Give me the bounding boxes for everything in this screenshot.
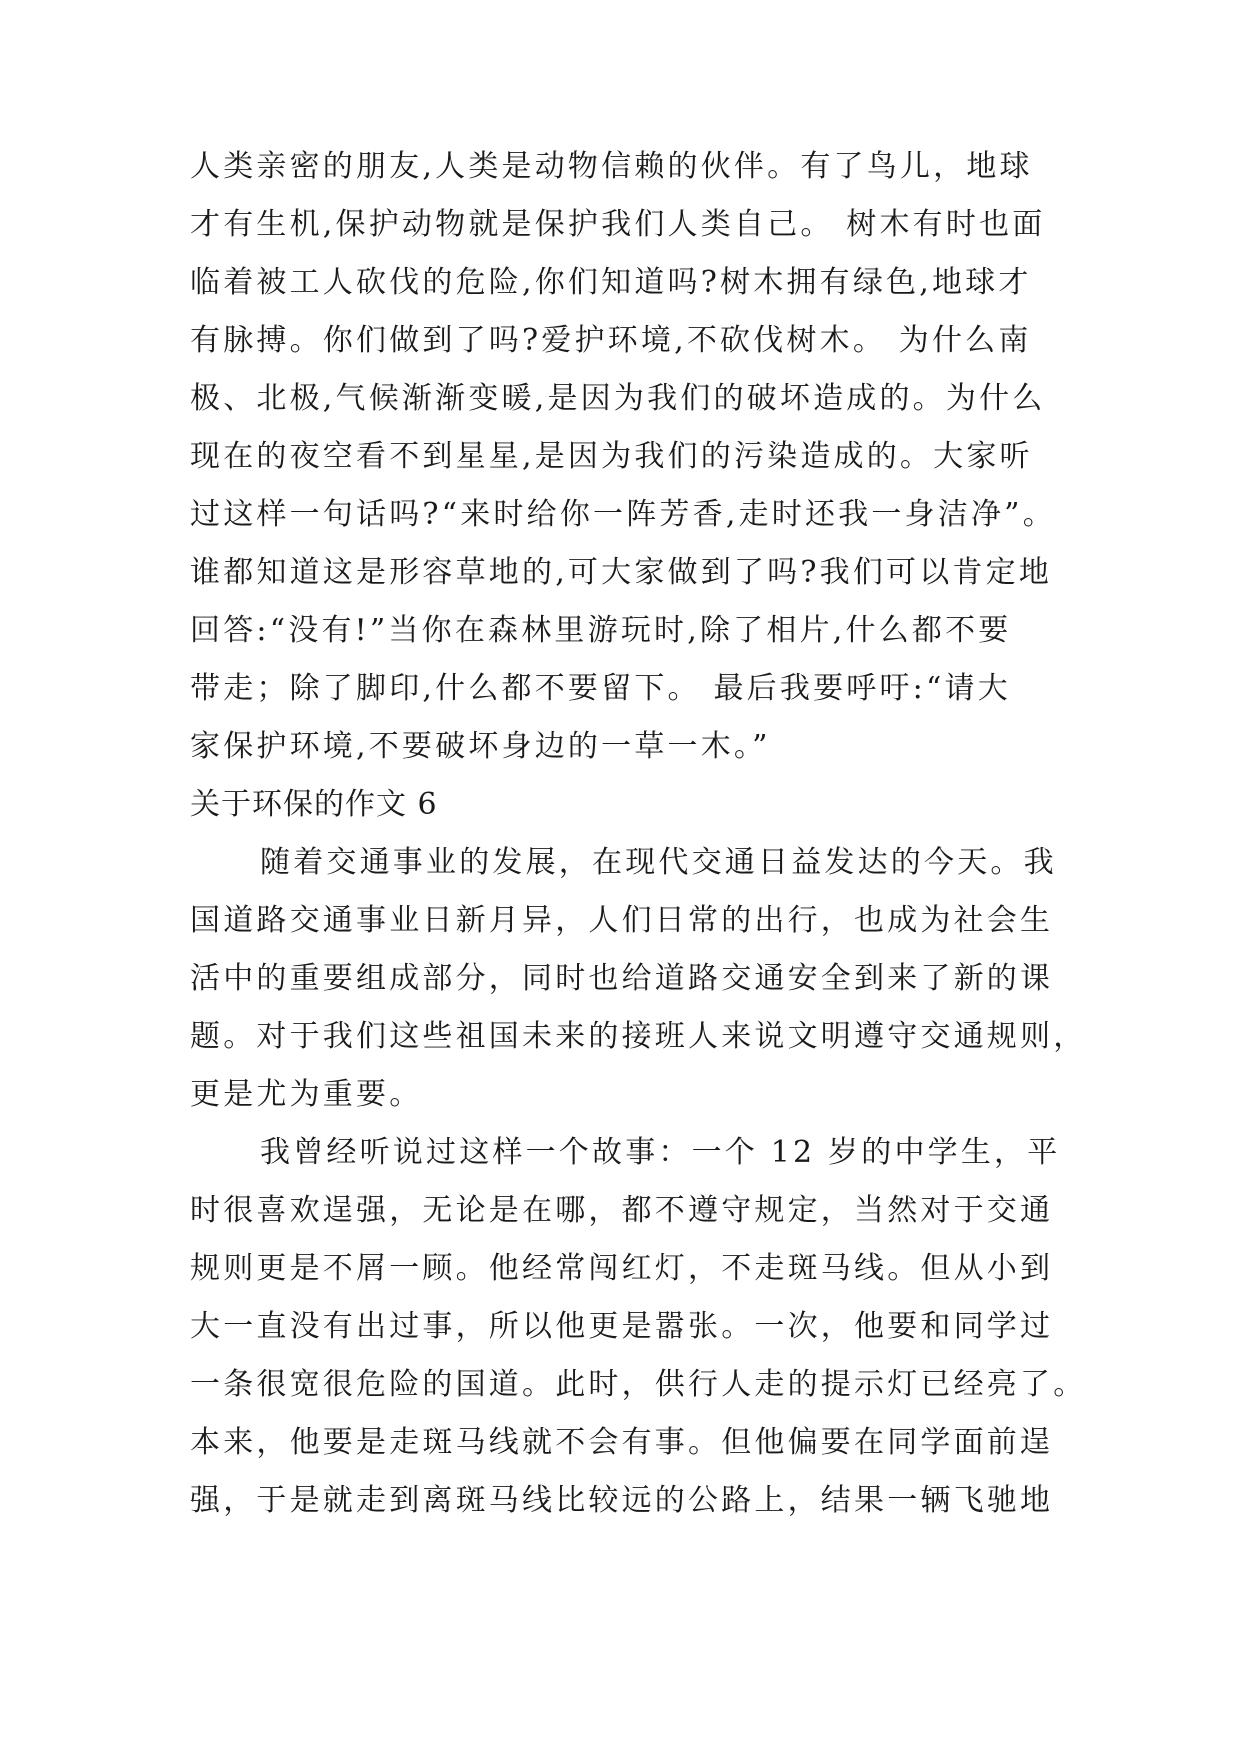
text-line: 随着交通事业的发展，在现代交通日益发达的今天。我 <box>260 845 1057 880</box>
text-line: 大一直没有出过事，所以他更是嚣张。一次，他要和同学过 <box>190 1309 1054 1344</box>
text-line: 题。对于我们这些祖国未来的接班人来说文明遵守交通规则， <box>190 1019 1087 1054</box>
previous-section-text <box>190 138 1060 776</box>
section-heading-block <box>190 776 1060 834</box>
paragraph-2 <box>190 1124 1087 1530</box>
text-line: 现在的夜空看不到星星,是因为我们的污染造成的。大家听 <box>190 439 1033 474</box>
text-line: 才有生机,保护动物就是保护我们人类自己。 树木有时也面 <box>190 207 1046 242</box>
text-line: 过这样一句话吗?“来时给你一阵芳香,走时还我一身洁净”。 <box>190 497 1056 532</box>
paragraph-1 <box>190 834 1087 1124</box>
text-line: 我曾经听说过这样一个故事：一个 12 岁的中学生，平 <box>260 1135 1061 1170</box>
text-line: 本来，他要是走斑马线就不会有事。但他偏要在同学面前逞 <box>190 1425 1054 1460</box>
text-line: 带走；除了脚印,什么都不要留下。 最后我要呼吁:“请大 <box>190 671 1011 706</box>
text-line: 一条很宽很危险的国道。此时，供行人走的提示灯已经亮了。 <box>190 1367 1087 1402</box>
section-heading: 关于环保的作文 6 <box>190 787 438 822</box>
text-line: 强，于是就走到离斑马线比较远的公路上，结果一辆飞驰地 <box>190 1483 1054 1518</box>
text-line: 更是尤为重要。 <box>190 1077 423 1112</box>
text-line: 回答:“没有!”当你在森林里游玩时,除了相片,什么都不要 <box>190 613 1012 648</box>
text-line: 有脉搏。你们做到了吗?爱护环境,不砍伐树木。 为什么南 <box>190 323 1032 358</box>
text-line: 人类亲密的朋友,人类是动物信赖的伙伴。有了鸟儿，地球 <box>190 149 1033 184</box>
text-line: 谁都知道这是形容草地的,可大家做到了吗?我们可以肯定地 <box>190 555 1053 590</box>
text-line: 临着被工人砍伐的危险,你们知道吗?树木拥有绿色,地球才 <box>190 265 1032 300</box>
text-line: 家保护环境,不要破坏身边的一草一木。” <box>190 729 771 764</box>
text-line: 国道路交通事业日新月异，人们日常的出行，也成为社会生 <box>190 903 1054 938</box>
text-line: 极、北极,气候渐渐变暖,是因为我们的破坏造成的。为什么 <box>190 381 1046 416</box>
text-line: 活中的重要组成部分，同时也给道路交通安全到来了新的课 <box>190 961 1054 996</box>
text-line: 时很喜欢逞强，无论是在哪，都不遵守规定，当然对于交通 <box>190 1193 1054 1228</box>
text-line: 规则更是不屑一顾。他经常闯红灯，不走斑马线。但从小到 <box>190 1251 1054 1286</box>
